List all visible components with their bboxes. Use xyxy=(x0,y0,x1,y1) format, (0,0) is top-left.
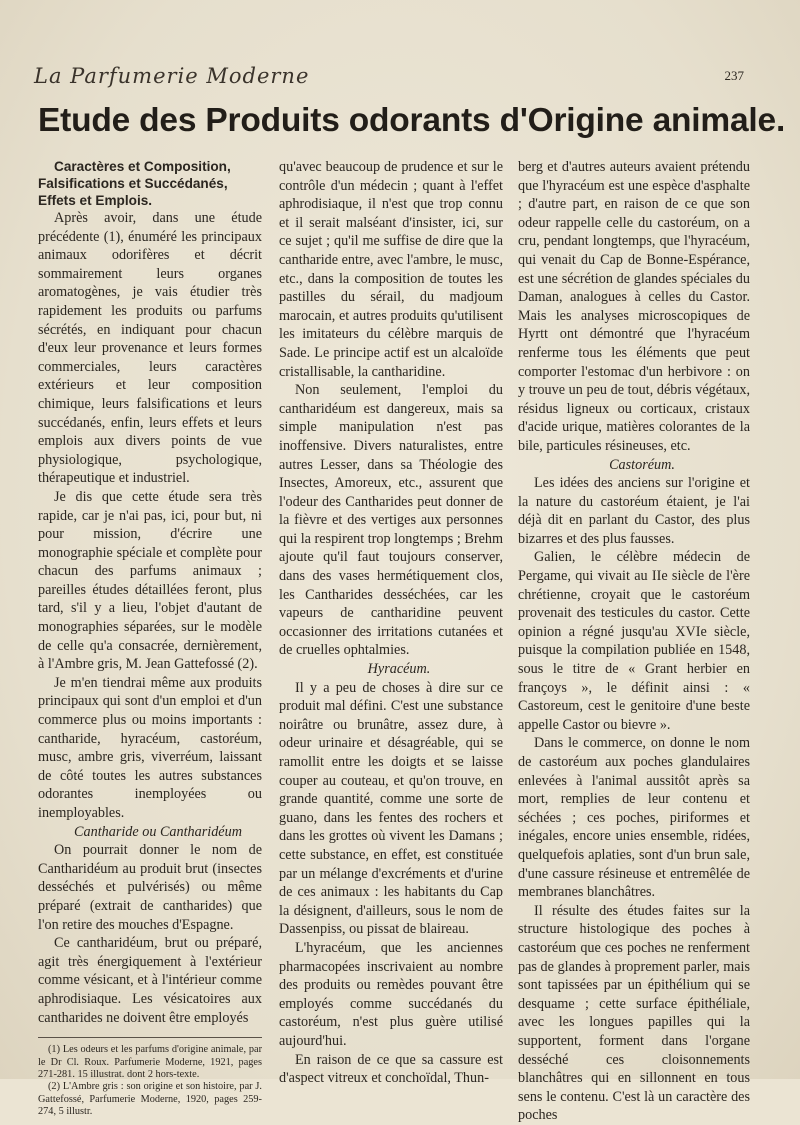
section-heading-castoreum: Castoréum. xyxy=(609,456,675,473)
paragraph: Galien, le célèbre médecin de Pergame, qui vivait au IIe siècle de l'ère chrétienne, croyait que le castoréum provenait des testicules du castor. Cette opinion a régné jusqu'au XVIe siècle, puisque la compilation publiée en 1548, sous le titre de « Grant herbier en françoys », le définit ainsi : « Castoreum, cest le genitoire d'une beste appelle Castor ou bievre ». xyxy=(518,549,750,733)
paragraph: Je m'en tiendrai même aux produits principaux qui sont d'un emploi et d'un commerce plus ou moins importants : cantharide, hyracéum, castoréum, musc, ambre gris, viverréum, laissant de côté toutes les autres substances odorantes inemployées ou inemployables. xyxy=(38,674,262,821)
page-number: 237 xyxy=(724,68,744,83)
paragraph: Dans le commerce, on donne le nom de castoréum aux poches glandulaires enlevées à l'animal aussitôt après sa mort, remplies de leur contenu et séchées ; ces poches, piriformes et inégales, encore unies ensemble, ridées, quelquefois aplaties, sont d'un brun sale, d'une cassure résineuse et entremêlée de membranes blanchâtres. xyxy=(518,735,750,901)
paragraph: On pourrait donner le nom de Cantharidéum au produit brut (insectes desséchés et pulvérisés) ou même préparé (extrait de cantharides) que l'on retire des mouches d'Espagne. xyxy=(38,842,262,933)
column-1 xyxy=(38,158,262,1119)
paragraph: Je dis que cette étude sera très rapide, car je n'ai pas, ici, pour but, ni pour mission, d'écrire une monographie spéciale et complète pour chacun des parfums animaux ; pareilles études détaillées feront, plus tard, s'il y a lieu, l'objet d'autant de monographies séparées, sur le modèle de celle qu'a consacrée, dernièrement, à l'Ambre gris, M. Jean Gattefossé (2). xyxy=(38,488,262,673)
paragraph: Ce cantharidéum, brut ou préparé, agit très énergiquement à l'extérieur comme vésicant, et à l'intérieur comme aphrodisiaque. Les vésicatoires aux cantharides ne doivent être employés xyxy=(38,935,262,1026)
article-subtitle: Caractères et Composition, Falsifications et Succédanés, Effets et Emplois. xyxy=(38,159,231,208)
paragraph: Non seulement, l'emploi du cantharidéum est dangereux, mais sa simple manipulation n'est pas inoffensive. Divers naturalistes, entre autres Lesser, dans sa Théologie des Insectes, Amoreux, etc., assurent que l'odeur des Cantharides peut donner de la fièvre et des vertiges aux personnes qui la respirent trop longtemps ; Brehm ajoute qu'il faut toujours conserver, dans des vases hermétiquement clos, les Cantharides desséchées, car les vapeurs de cantharidine peuvent occasionner des irritations cutanées et de cruelles ophtalmies. xyxy=(279,382,503,659)
journal-name: La Parfumerie Moderne xyxy=(34,64,310,88)
paragraph: Les idées des anciens sur l'origine et la nature du castoréum étaient, je l'ai déjà dit en parlant du Castor, des plus bizarres et des plus fausses. xyxy=(518,475,750,547)
running-head xyxy=(34,64,744,94)
paragraph: berg et d'autres auteurs avaient prétendu que l'hyracéum est une espèce d'asphalte ; d'autre part, en raison de ce que son odeur rappelle celle du castoréum, on a cru, pendant longtemps, que l'hyracéum, qui venait du Cap de Bonne-Espérance, est une sécrétion de glandes spéciales du Daman, analogues à celles du Castor. Mais les analyses microscopiques de Hyrtt ont démontré que l'hyracéum renferme tous les éléments que peut comporter l'estomac d'un herbivore : on y trouve un peu de tout, débris végétaux, résidus ligneux ou corticaux, cristaux d'acide urique, matières colorantes de la bile, particules résineuses, etc. xyxy=(518,159,750,454)
paragraph: En raison de ce que sa cassure est d'aspect vitreux et conchoïdal, Thun- xyxy=(279,1051,503,1087)
article-title: Etude des Produits odorants d'Origine animale. xyxy=(38,102,786,139)
paragraph: Il résulte des études faites sur la structure histologique des poches à castoréum que ces poches ne renferment pas de glandes à proprement parler, mais sont tapissées par un épithélium qui se desquame ; cette surface épithéliale, avec les longues papilles qui la supportent, forment dans l'organe desséché ces cloisonnements blanchâtres qui en sillonnent en tous sens le contenu. C'est là un caractère des poches xyxy=(518,902,750,1124)
column-2 xyxy=(279,158,503,1088)
section-heading-hyraceum: Hyracéum. xyxy=(367,661,431,678)
footnote-2: (2) L'Ambre gris : son origine et son histoire, par J. Gattefossé, Parfumerie Moderne, 1920, pages 259-274, 5 illustr. xyxy=(38,1081,262,1118)
paragraph: Après avoir, dans une étude précédente (1), énuméré les principaux animaux odorifères et décrit sommairement leurs organes aromatogènes, je vais étudier très rapidement les produits ou parfums sécrétés, en indiquant pour chacun d'eux leur provenance et leurs formes commerciales, leurs caractères extérieurs et leur composition chimique, leurs falsifications et leurs succédanés, enfin, leurs effets et leurs emplois aux divers points de vue physiologique, psychologique, thérapeutique et industriel. xyxy=(38,210,262,487)
paragraph: Il y a peu de choses à dire sur ce produit mal défini. C'est une substance noirâtre ou brunâtre, assez dure, à odeur urinaire et désagréable, qui se ramollit entre les doigts et se laisse couper au couteau, et qu'on trouve, en grande quantité, comme une sorte de guano, dans les fentes des rochers et dans les grottes où vivent les Damans ; cette substance, en effet, est constituée par un mélange d'excréments et d'urine de ces animaux : les habitants du Cap la désignent, d'ailleurs, sous le nom de Dassenpiss, ou pissat de blaireau. xyxy=(279,679,503,938)
section-heading-cantharide: Cantharide ou Cantharidéum xyxy=(74,823,242,840)
paragraph: qu'avec beaucoup de prudence et sur le contrôle d'un médecin ; quant à l'effet aphrodisiaque, il n'est que trop connu et il serait malséant d'insister, ici, sur ce sujet ; qu'il me suffise de dire que la cantharide entre, avec l'ambre, le musc, etc., dans la composition de toutes les pastilles du sérail, du madjoum marocain, et autres produits qu'utilisent les imitateurs du célèbre marquis de Sade. Le principe actif est un alcaloïde cristallisable, la cantharidine. xyxy=(279,159,503,380)
footnote-1: (1) Les odeurs et les parfums d'origine animale, par le Dr Cl. Roux. Parfumerie Moderne, 1921, pages 271-281. 15 illustrat. dont 2 hors-texte. xyxy=(38,1044,262,1080)
paragraph: L'hyracéum, que les anciennes pharmacopées inscrivaient au nombre des produits ou remèdes pouvant être employés comme succédanés du castoréum, n'est plus guère utilisé aujourd'hui. xyxy=(279,939,503,1049)
column-3 xyxy=(518,158,750,1125)
footnotes xyxy=(38,1037,262,1118)
